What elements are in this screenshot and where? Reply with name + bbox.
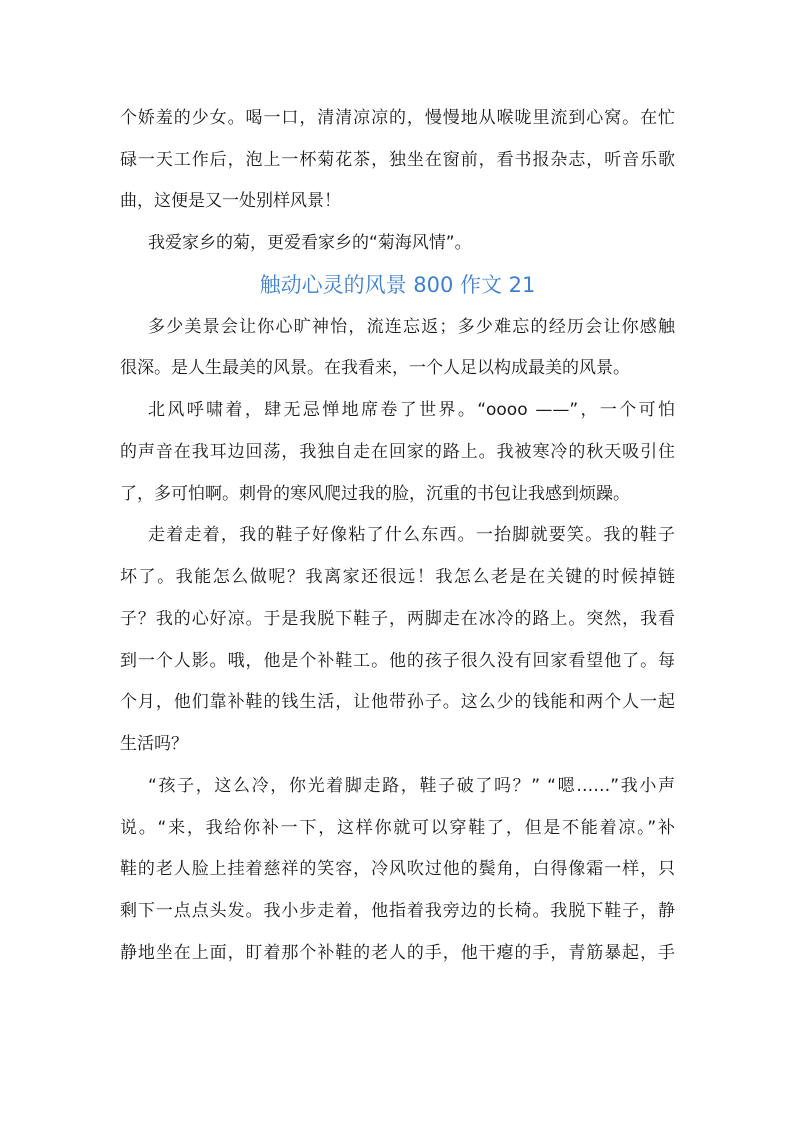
section-title: 触动心灵的风景 800 作文 21 bbox=[259, 273, 536, 297]
text-line: 生活吗？ bbox=[120, 734, 188, 754]
text-line: 坏了。我能怎么做呢？我离家还很远！我怎么老是在关键的时候掉链 bbox=[120, 567, 675, 587]
text-line: 很深。是人生最美的风景。在我看来，一个人足以构成最美的风景。 bbox=[120, 358, 630, 378]
text-line: 个月，他们靠补鞋的钱生活，让他带孙子。这么少的钱能和两个人一起 bbox=[120, 692, 675, 712]
text-line: 到一个人影。哦，他是个补鞋工。他的孩子很久没有回家看望他了。每 bbox=[120, 651, 675, 671]
text-line: 碌一天工作后，泡上一杯菊花茶，独坐在窗前，看书报杂志，听音乐歌 bbox=[120, 150, 675, 170]
text-line: 静地坐在上面，盯着那个补鞋的老人的手，他干瘪的手，青筋暴起，手 bbox=[120, 943, 675, 963]
text-line: 曲，这便是又一处别样风景！ bbox=[120, 191, 341, 211]
text-line: 说。“来，我给你补一下，这样你就可以穿鞋了，但是不能着凉。”补 bbox=[120, 818, 675, 838]
text-line: 了，多可怕啊。刺骨的寒风爬过我的脸，沉重的书包让我感到烦躁。 bbox=[120, 484, 630, 504]
text-line: “孩子，这么冷，你光着脚走路，鞋子破了吗？” “嗯……”我小声 bbox=[148, 776, 675, 796]
text-line: 多少美景会让你心旷神怡，流连忘返；多少难忘的经历会让你感触 bbox=[148, 317, 675, 337]
text-line: 北风呼啸着，肆无忌惮地席卷了世界。“oooo ——”，一个可怕 bbox=[148, 400, 675, 420]
text-line: 子？我的心好凉。于是我脱下鞋子，两脚走在冰冷的路上。突然，我看 bbox=[120, 609, 675, 629]
text-line: 的声音在我耳边回荡，我独自走在回家的路上。我被寒冷的秋天吸引住 bbox=[120, 442, 675, 462]
text-line: 个娇羞的少女。喝一口，清清凉凉的，慢慢地从喉咙里流到心窝。在忙 bbox=[120, 108, 675, 128]
text-line: 走着走着，我的鞋子好像粘了什么东西。一抬脚就要笑。我的鞋子 bbox=[148, 525, 675, 545]
text-line: 我爱家乡的菊，更爱看家乡的“菊海风情”。 bbox=[148, 233, 472, 253]
text-line: 剩下一点点头发。我小步走着，他指着我旁边的长椅。我脱下鞋子，静 bbox=[120, 901, 675, 921]
text-line: 鞋的老人脸上挂着慈祥的笑容，冷风吹过他的鬓角，白得像霜一样，只 bbox=[120, 859, 675, 879]
